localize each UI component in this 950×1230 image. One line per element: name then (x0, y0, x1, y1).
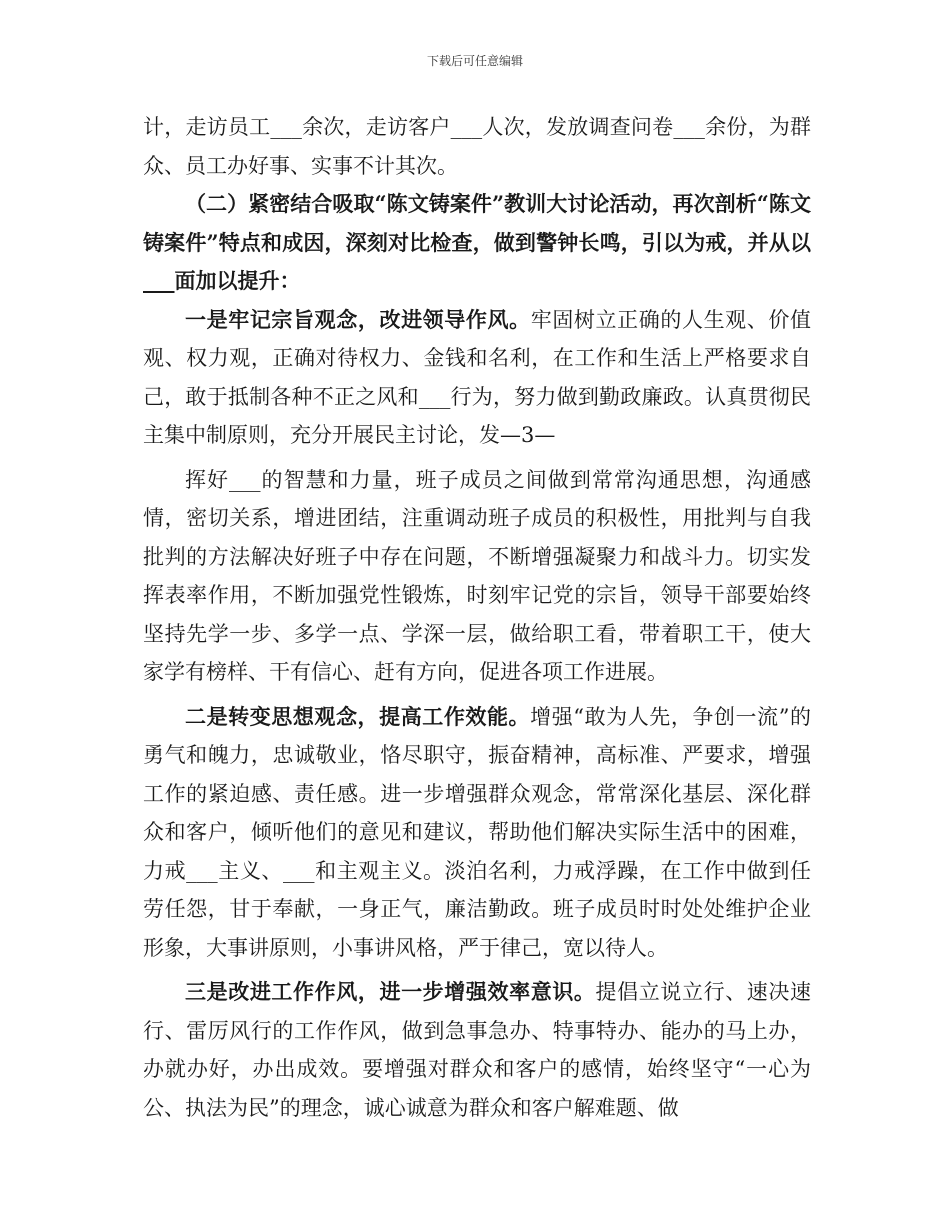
paragraph-section-heading (143, 185, 811, 301)
page-header-note: 下载后可任意编辑 (426, 54, 523, 68)
paragraph-text: （二）紧密结合吸取“陈文铸案件”教训大讨论活动，再次剖析“陈文铸案件”特点和成因，深刻对比检查，做到警钟长鸣，引以为戒，并从以___面加以提升： (143, 191, 811, 293)
paragraph-point-three (143, 973, 811, 1127)
paragraph-continuation (143, 108, 811, 185)
paragraph-text: 牢固树立正确的人生观、价值观、权力观，正确对待权力、金钱和名利，在工作和生活上严格要求自己，敢于抵制各种不正之风和___行为，努力做到勤政廉政。认真贯彻民主集中制原则，充分开展民主讨论，发—3— (143, 307, 812, 447)
paragraph-point-two (143, 698, 811, 968)
paragraph-lead: 一是牢记宗旨观念，改进领导作风。 (185, 306, 531, 332)
paragraph-lead: 三是改进工作作风，进一步增强效率意识。 (185, 979, 596, 1004)
paragraph-text: 提倡立说立行、速决速行、雷厉风行的工作作风，做到急事急办、特事特办、能办的马上办，办就办好，办出成效。要增强对群众和客户的感情，始终坚守“一心为公、执法为民”的理念，诚心诚意为群众和客户解难题、做 (143, 980, 812, 1120)
paragraph-text: 挥好___的智慧和力量，班子成员之间做到常常沟通思想，沟通感情，密切关系，增进团结，注重调动班子成员的积极性，用批判与自我批判的方法解决好班子中存在问题，不断增强凝聚力和战斗力。切实发挥表率作用，不断加强党性锻炼，时刻牢记党的宗旨，领导干部要始终坚持先学一步、多学一点、学深一层，做给职工看，带着职工干，使大家学有榜样、干有信心、赶有方向，促进各项工作进展。 (143, 467, 811, 684)
paragraph-lead: 二是转变思想观念，提高工作效能。 (185, 703, 531, 729)
paragraph-point-one-continued (143, 461, 811, 692)
paragraph-text: 计，走访员工___余次，走访客户___人次，发放调查问卷___余份，为群众、员工办好事、实事不计其次。 (143, 115, 811, 178)
paragraph-text: 增强“敢为人先，争创一流”的勇气和魄力，忠诚敬业，恪尽职守，振奋精神，高标准、严要求，增强工作的紧迫感、责任感。进一步增强群众观念，常常深化基层、深化群众和客户，倾听他们的意见和建议，帮助他们解决实际生活中的困难，力戒___主义、___和主观主义。淡泊名利，力戒浮躁，在工作中做到任劳任怨，甘于奉献，一身正气，廉洁勤政。班子成员时时处处维护企业形象，大事讲原则，小事讲风格，严于律己，宽以待人。 (143, 704, 811, 960)
document-body (143, 108, 811, 1127)
paragraph-point-one (143, 301, 811, 455)
